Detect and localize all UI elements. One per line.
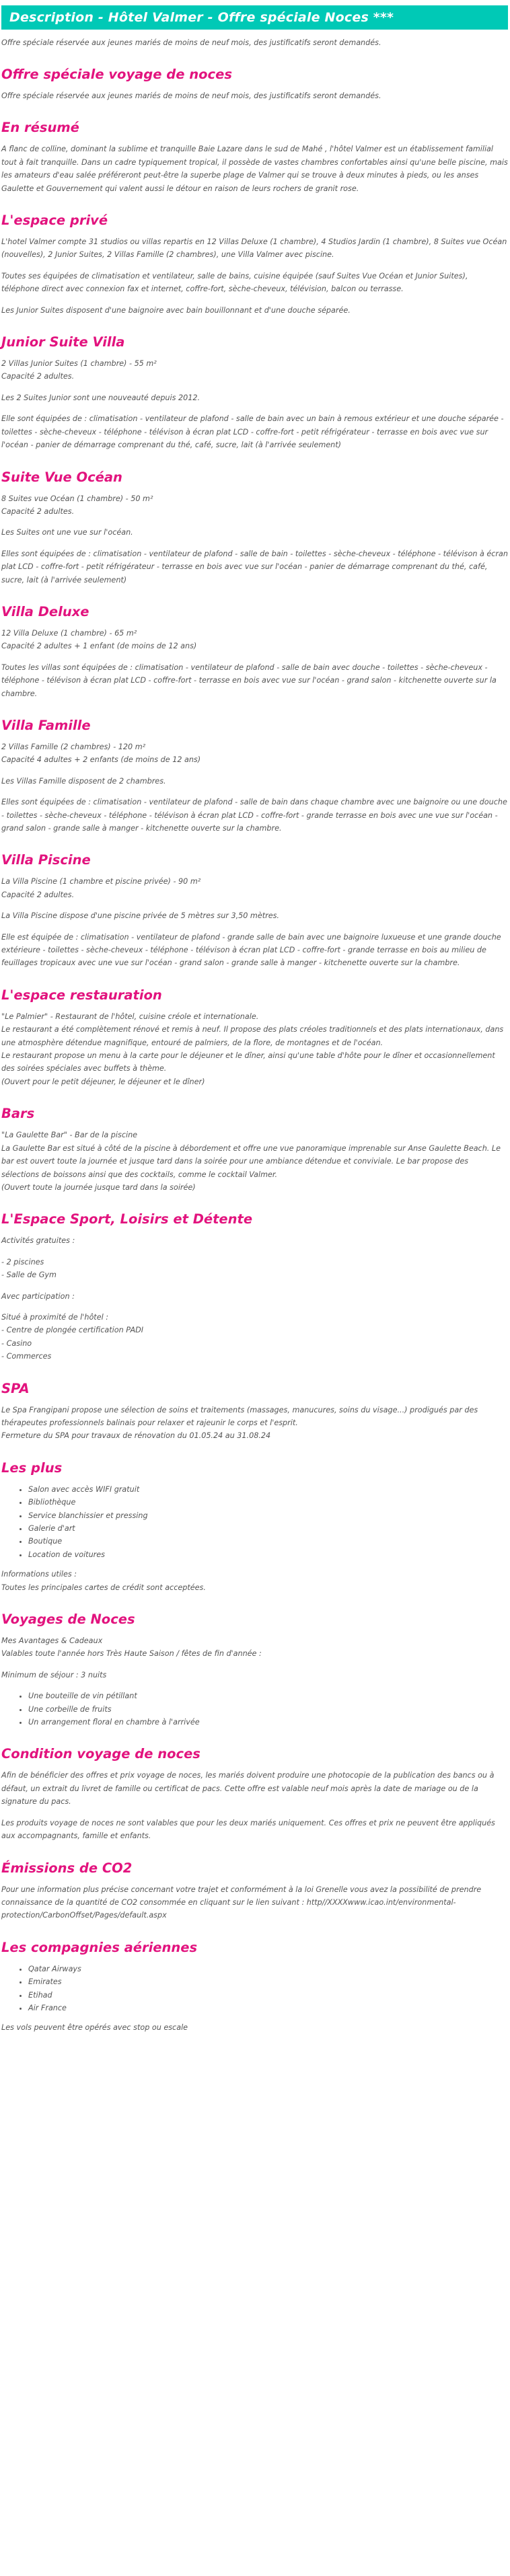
condition-p2: Les produits voyage de noces ne sont valables que pour les deux mariés uniquement. Ces offres et prix ne peuvent être appliqués aux accompagnants, famille et enfants. (1, 1818, 495, 1841)
junior-p1: Les 2 Suites Junior sont une nouveauté depuis 2012. (1, 393, 201, 402)
prive-p3: Les Junior Suites disposent d'une baignoire avec bain bouillonnant et d'une douche séparée. (1, 305, 351, 315)
co2-text: Pour une information plus précise concernant votre trajet et conformément à la loi Grenelle vous avez la possibilité de prendre connaissance de la quantité de CO2 consommée en cliquant sur le lien suivant : http//XXXXwww.icao.int/environmental-protection/CarbonOffset/Pages/default.aspx (1, 1885, 482, 1920)
page (0, 5, 510, 2035)
list-item: - Commerces (1, 1352, 52, 1361)
heading-compagnies: Les compagnies aériennes (1, 1939, 198, 1955)
list-item: - Casino (1, 1338, 32, 1348)
list-item: • Bibliothèque (28, 1496, 508, 1509)
heading-villa-famille: Villa Famille (1, 717, 91, 733)
junior-line2: Capacité 2 adultes. (1, 372, 75, 381)
list-item: - 2 piscines (1, 1257, 44, 1266)
heading-restauration: L'espace restauration (1, 987, 162, 1003)
list-item: • Air France (28, 2002, 508, 2014)
restauration-text (1, 1010, 508, 1088)
suitevue-p1: Les Suites ont une vue sur l'océan. (1, 528, 133, 537)
heading-villa-deluxe: Villa Deluxe (1, 603, 89, 619)
plus-info (1, 1568, 508, 1594)
list-item: • Emirates (28, 1975, 508, 1988)
sport-gratuites-list (1, 1256, 508, 1282)
suitevue-p2: Elles sont équipées de : climatisation - ventilateur de plafond - salle de bain - toilettes - sèche-cheveux - téléphone - télévison à écran plat LCD - coffre-fort - petit réfrigérateur - terrasse en bois avec vue sur l'océan - panier de démarrage comprenant du thé, café, sucre, lait (à l'arrivée seulement) (1, 549, 508, 584)
famille-line2: Capacité 4 adultes + 2 enfants (de moins de 12 ans) (1, 755, 201, 765)
piscine-p2: Elle est équipée de : climatisation - ventilateur de plafond - grande salle de bain avec une baignoire luxueuse et une grande douche extérieure - toilettes - sèche-cheveux - téléphone - télévison à écran plat LCD - coffre-fort - grande terrasse en bois au milieu de feuillages tropicaux avec une vue sur l'océan - grand salon - grande salle à manger - kitchenette ouverte sur la chambre. (1, 932, 501, 968)
list-item: • Service blanchissier et pressing (28, 1509, 508, 1522)
list-item: • Location de voitures (28, 1548, 508, 1561)
prive-p1: L'hotel Valmer compte 31 studios ou villas repartis en 12 Villas Deluxe (1 chambre), 4 Studios Jardin (1 chambre), 8 Suites vue Océan (nouvelles), 2 Junior Suites, 2 Villas Famille (2 chambres), une Villa Valmer avec piscine. (1, 237, 507, 260)
intro-text: Offre spéciale réservée aux jeunes mariés de moins de neuf mois, des justificatifs seront demandés. (1, 38, 381, 47)
heading-resume: En résumé (1, 120, 79, 136)
bars-line: La Gaulette Bar est situé à côté de la piscine à débordement et offre une vue panoramique imprenable sur Anse Gaulette Beach. Le bar est ouvert toute la journée et jusque tard dans la soirée pour une ambiance détendue et conviviale. Le bar propose des sélections de boissons ainsi que des cocktails, comme le cocktail Valmer. (1, 1143, 501, 1179)
heading-voyages-noces: Voyages de Noces (1, 1612, 135, 1628)
heading-sport: L'Espace Sport, Loisirs et Détente (1, 1211, 253, 1227)
famille-p2: Elles sont équipées de : climatisation - ventilateur de plafond - salle de bain dans chaque chambre avec une baignoire ou une douche - toilettes - sèche-cheveux - téléphone - télévison à écran plat LCD - coffre-fort - grande terrasse en bois avec une vue sur l'océan - grand salon - grande salle à manger - kitchenette ouverte sur la chambre. (1, 798, 507, 833)
bars-text (1, 1129, 508, 1194)
bars-line: (Ouvert toute la journée jusque tard dans la soirée) (1, 1182, 196, 1192)
list-item: • Une corbeille de fruits (28, 1703, 508, 1716)
list-item: • Un arrangement floral en chambre à l'arrivée (28, 1716, 508, 1729)
list-item: • Galerie d'art (28, 1522, 508, 1535)
famille-specs (1, 741, 508, 767)
list-item: • Qatar Airways (28, 1963, 508, 1975)
voyages-list (1, 1690, 508, 1729)
deluxe-line2: Capacité 2 adultes + 1 enfant (de moins de 12 ans) (1, 642, 197, 651)
condition-p1: Afin de bénéficier des offres et prix voyage de noces, les mariés doivent produire une photocopie de la publication des bancs ou à défaut, un extrait du livret de famille ou certificat de pacs. Cette offre est valable neuf mois après la date de mariage ou de la signature du pacs. (1, 1771, 495, 1807)
proximite-label: Situé à proximité de l'hôtel : (1, 1312, 109, 1322)
plus-list (1, 1483, 508, 1561)
resume-text: A flanc de colline, dominant la sublime et tranquille Baie Lazare dans le sud de Mahé , l'hôtel Valmer est un établissement familial tout à fait tranquille. Dans un cadre typiquement tropical, il possède de vastes chambres confortables ainsi qu'une belle piscine, mais les amateurs d'eau salée préféreront peut-être la superbe plage de Valmer qui se trouve à deux minutes à pieds, ou les anses Gaulette et Gouvernement qui valent aussi le détour en raison de leurs rochers de granit rose. (1, 145, 508, 193)
restauration-line: "Le Palmier" - Restaurant de l'hôtel, cuisine créole et internationale. (1, 1012, 259, 1021)
heading-suite-vue: Suite Vue Océan (1, 469, 122, 485)
spa-text (1, 1404, 508, 1443)
sport-proximite (1, 1311, 508, 1363)
prive-p2: Toutes ses équipées de climatisation et ventilateur, salle de bains, cuisine équipée (sauf Suites Vue Océan et Junior Suites), téléphone direct avec connexion fax et internet, coffre-fort, sèche-cheveux, télévision, balcon ou terrasse. (1, 271, 468, 294)
famille-p1: Les Villas Famille disposent de 2 chambres. (1, 776, 166, 786)
list-item: • Etihad (28, 1989, 508, 2002)
sport-participation-label: Avec participation : (1, 1291, 75, 1301)
compagnies-list (1, 1963, 508, 2015)
famille-line1: 2 Villas Famille (2 chambres) - 120 m² (1, 742, 146, 751)
heading-junior-suite: Junior Suite Villa (1, 334, 125, 350)
junior-specs (1, 357, 508, 383)
piscine-line2: Capacité 2 adultes. (1, 890, 75, 899)
suitevue-line2: Capacité 2 adultes. (1, 506, 75, 516)
heading-les-plus: Les plus (1, 1460, 63, 1476)
deluxe-p1: Toutes les villas sont équipées de : climatisation - ventilateur de plafond - salle de bain avec douche - toilettes - sèche-cheveux - téléphone - télévison à écran plat LCD - coffre-fort - terrasse en bois avec vue sur l'océan - grand salon - kitchenette ouverte sur la chambre. (1, 662, 497, 698)
junior-line1: 2 Villas Junior Suites (1 chambre) - 55 m² (1, 359, 157, 369)
spa-line: Le Spa Frangipani propose une sélection de soins et traitements (massages, manucures, soins du visage...) prodigués par des thérapeutes professionnels balinais pour relaxer et rajeunir le corps et l'esprit. (1, 1405, 478, 1427)
heading-bars: Bars (1, 1106, 35, 1122)
page-title: Description - Hôtel Valmer - Offre spéciale Noces *** (9, 10, 394, 25)
spa-line: Fermeture du SPA pour travaux de rénovation du 01.05.24 au 31.08.24 (1, 1431, 271, 1441)
offre-text: Offre spéciale réservée aux jeunes mariés de moins de neuf mois, des justificatifs seront demandés. (1, 91, 381, 100)
list-item: • Salon avec accès WIFI gratuit (28, 1483, 508, 1496)
voyages-sejour: Minimum de séjour : 3 nuits (1, 1670, 107, 1679)
restauration-line: Le restaurant propose un menu à la carte pour le déjeuner et le dîner, ainsi qu'une table d'hôte pour le dîner et occasionnellement des soirées spéciales avec buffets à thème. (1, 1051, 495, 1073)
suitevue-specs (1, 492, 508, 519)
heading-spa: SPA (1, 1380, 30, 1396)
restauration-line: (Ouvert pour le petit déjeuner, le déjeuner et le dîner) (1, 1077, 205, 1086)
title-bar (1, 5, 508, 30)
heading-condition: Condition voyage de noces (1, 1746, 201, 1762)
list-item: - Centre de plongée certification PADI (1, 1326, 144, 1335)
piscine-specs (1, 875, 508, 901)
list-item: • Boutique (28, 1535, 508, 1548)
info-text: Toutes les principales cartes de crédit sont acceptées. (1, 1583, 206, 1592)
junior-p2: Elle sont équipées de : climatisation - ventilateur de plafond - salle de bain avec un bain à remous extérieur et une douche séparée - toilettes - sèche-cheveux - téléphone - télévison à écran plat LCD - coffre-fort - petit réfrigérateur - terrasse en bois avec vue sur l'océan - panier de démarrage comprenant du thé, café, sucre, lait (à l'arrivée seulement) (1, 414, 504, 450)
piscine-line1: La Villa Piscine (1 chambre et piscine privée) - 90 m² (1, 877, 201, 886)
sport-gratuites-label: Activités gratuites : (1, 1236, 75, 1246)
deluxe-specs (1, 627, 508, 653)
compagnies-note: Les vols peuvent être opérés avec stop ou escale (1, 2023, 188, 2033)
heading-villa-piscine: Villa Piscine (1, 852, 91, 868)
voyages-intro (1, 1634, 508, 1661)
heading-co2: Émissions de CO2 (1, 1860, 133, 1876)
heading-espace-prive: L'espace privé (1, 213, 108, 229)
restauration-line: Le restaurant a été complètement rénové et remis à neuf. Il propose des plats créoles traditionnels et des plats internationaux, dans une atmosphère détendue magnifique, entouré de palmiers, de la flore, de montagnes et de l'océan. (1, 1025, 504, 1047)
suitevue-line1: 8 Suites vue Océan (1 chambre) - 50 m² (1, 494, 153, 503)
list-item: - Salle de Gym (1, 1271, 57, 1280)
voyages-line1: Mes Avantages & Cadeaux (1, 1636, 103, 1646)
info-label: Informations utiles : (1, 1570, 77, 1579)
deluxe-line1: 12 Villa Deluxe (1 chambre) - 65 m² (1, 628, 137, 638)
heading-offre: Offre spéciale voyage de noces (1, 67, 232, 82)
list-item: • Une bouteille de vin pétillant (28, 1690, 508, 1702)
bars-line: "La Gaulette Bar" - Bar de la piscine (1, 1131, 138, 1140)
voyages-line2: Valables toute l'année hors Très Haute Saison / fêtes de fin d'année : (1, 1649, 262, 1659)
piscine-p1: La Villa Piscine dispose d'une piscine privée de 5 mètres sur 3,50 mètres. (1, 911, 279, 921)
